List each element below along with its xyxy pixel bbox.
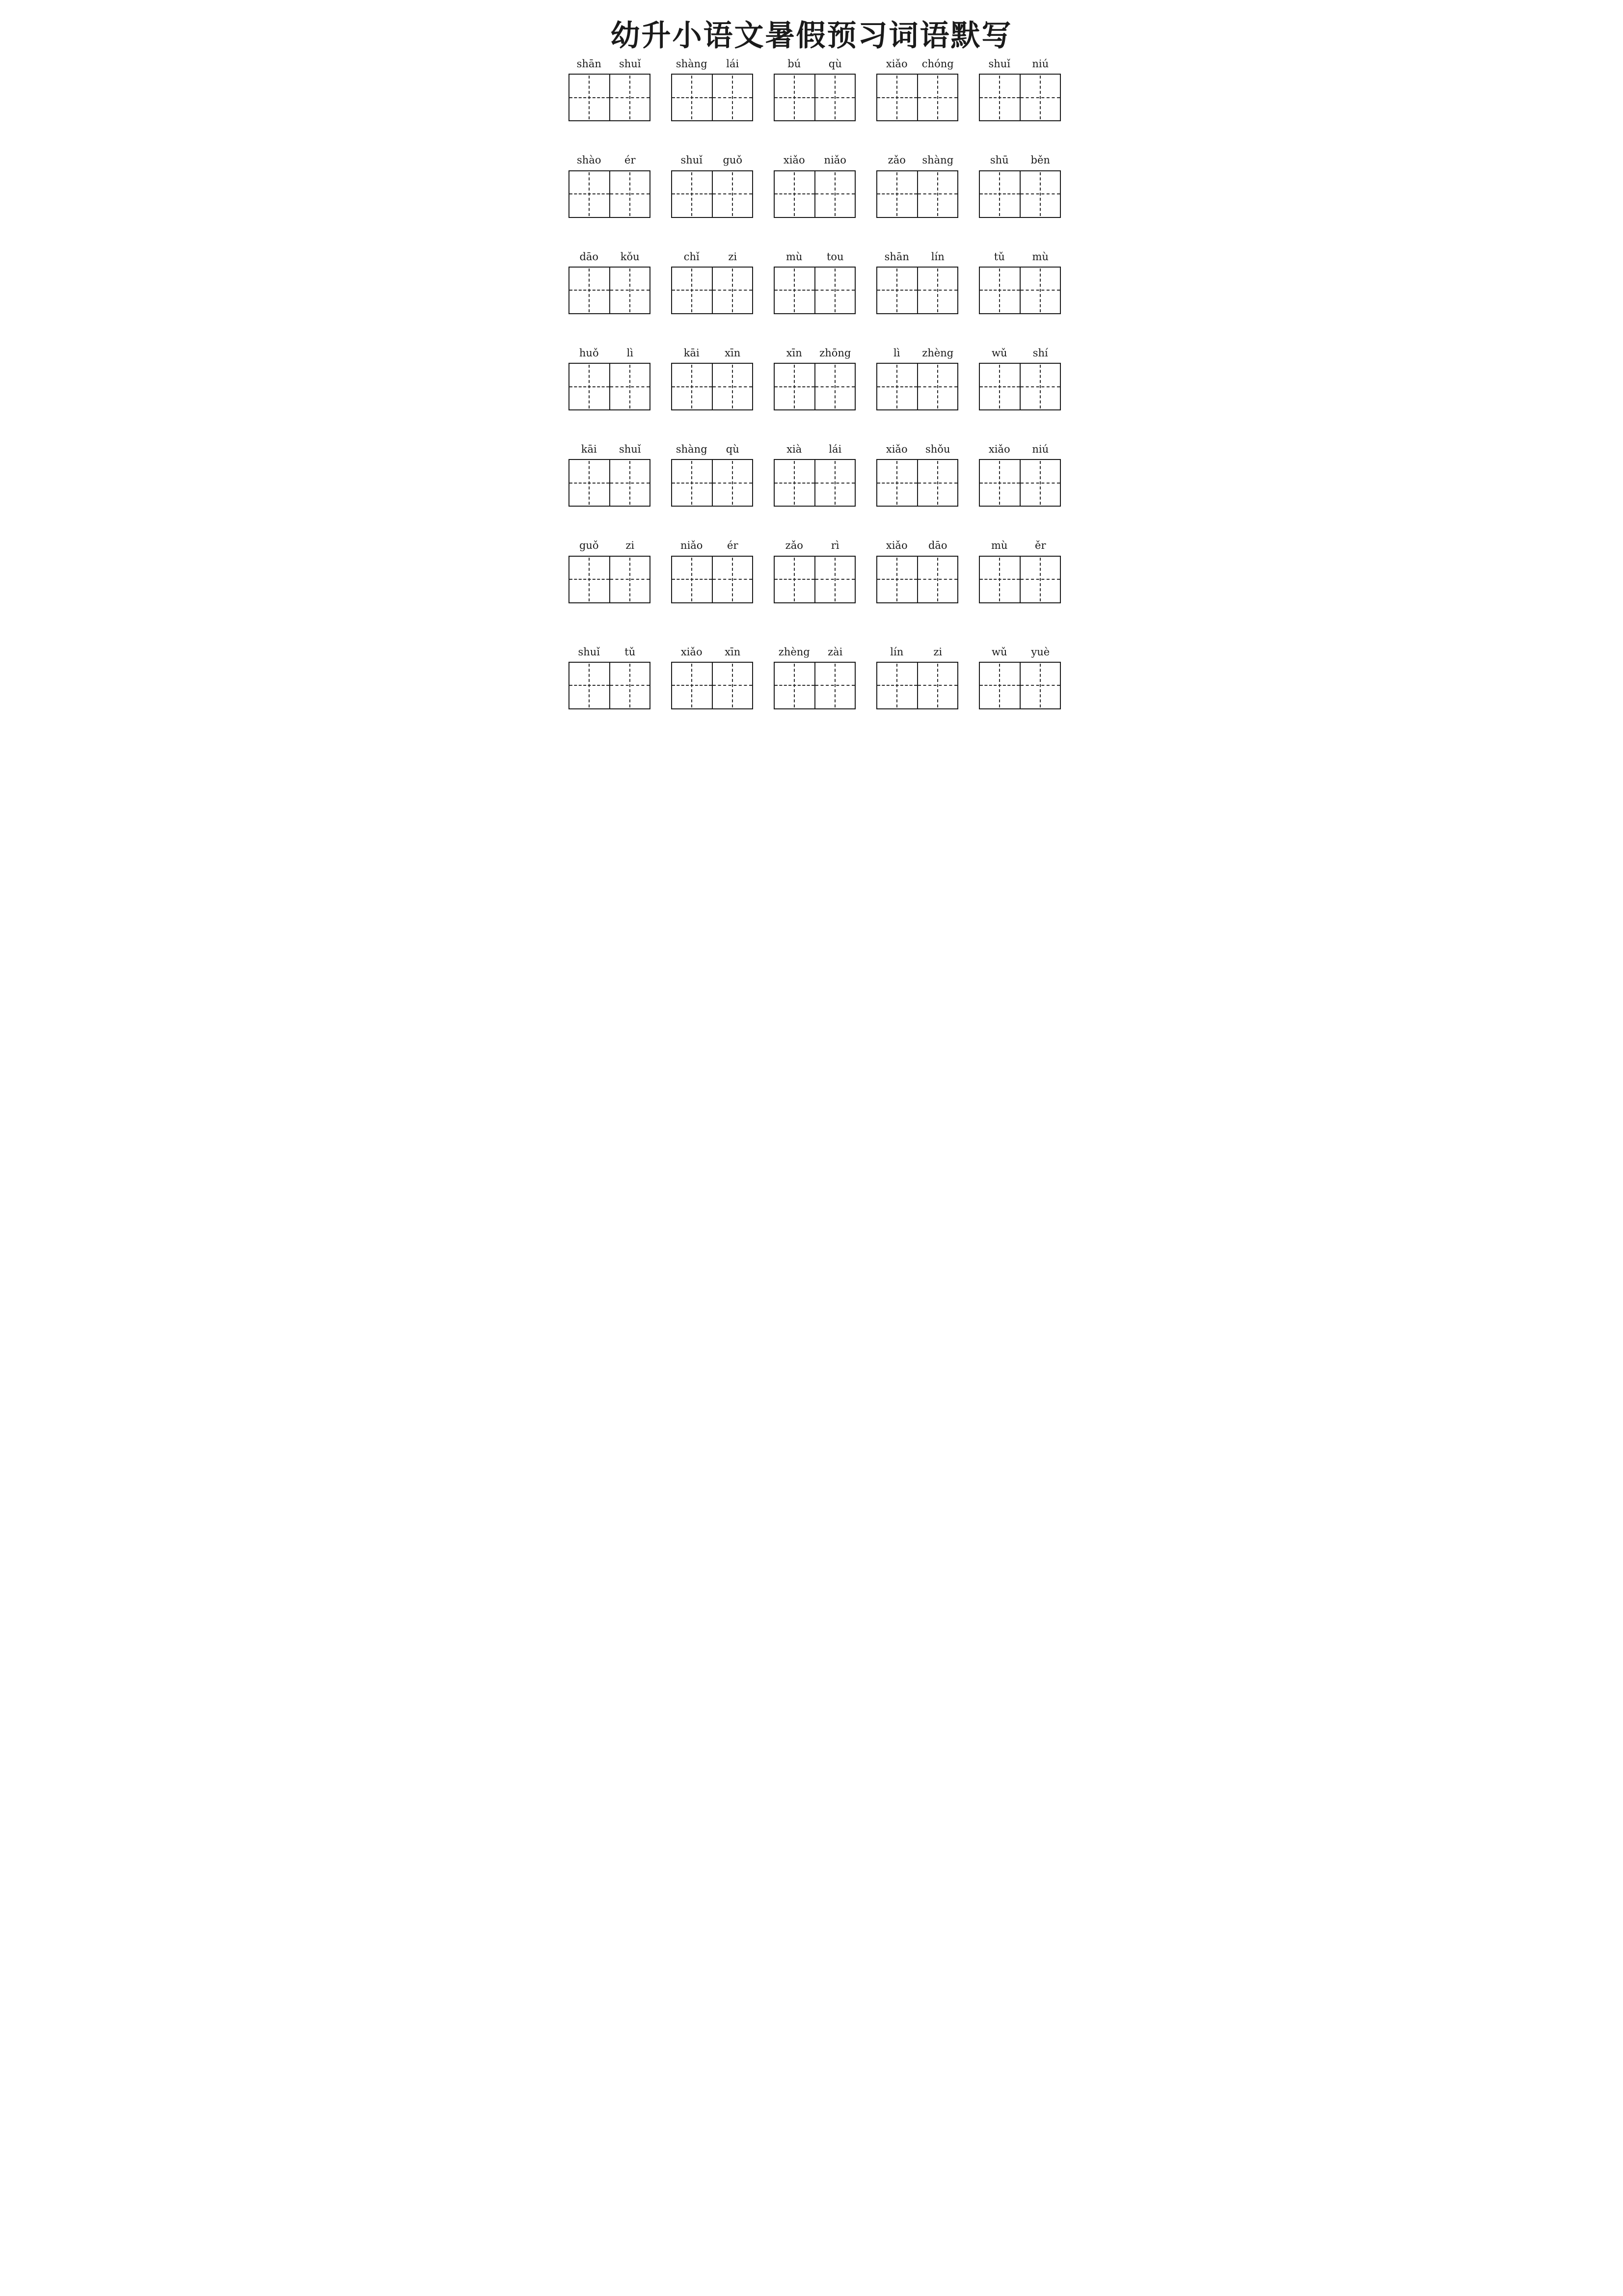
writing-cell <box>814 557 855 602</box>
writing-box <box>876 170 958 218</box>
writing-box-line <box>541 363 1082 410</box>
writing-cell <box>1020 171 1060 217</box>
pinyin-line <box>541 443 1082 456</box>
writing-box <box>876 363 958 410</box>
pinyin-syllable: xià <box>786 443 802 456</box>
writing-box <box>876 556 958 603</box>
writing-box-line <box>541 662 1082 709</box>
writing-cell <box>980 663 1020 708</box>
writing-box <box>774 556 856 603</box>
writing-cell <box>569 663 609 708</box>
writing-box <box>671 662 753 709</box>
pinyin-word <box>979 539 1061 552</box>
pinyin-syllable: shàng <box>676 443 707 456</box>
writing-cell <box>672 268 712 313</box>
writing-box <box>568 556 650 603</box>
pinyin-line <box>541 539 1082 552</box>
pinyin-syllable: zǎo <box>888 154 906 166</box>
writing-cell <box>1020 557 1060 602</box>
writing-box <box>979 267 1061 314</box>
writing-cell <box>877 557 917 602</box>
pinyin-syllable: shào <box>577 154 601 166</box>
writing-cell <box>569 75 609 120</box>
pinyin-syllable: wǔ <box>992 646 1007 658</box>
pinyin-syllable: niú <box>1032 443 1049 456</box>
worksheet-page <box>541 20 1082 785</box>
writing-box <box>568 267 650 314</box>
writing-cell <box>877 663 917 708</box>
writing-box <box>876 662 958 709</box>
pinyin-syllable: niǎo <box>680 540 703 552</box>
writing-box-line <box>541 556 1082 603</box>
pinyin-line <box>541 250 1082 263</box>
pinyin-word <box>671 347 753 359</box>
pinyin-syllable: xiǎo <box>680 646 703 658</box>
pinyin-word <box>876 154 958 166</box>
pinyin-syllable: zi <box>728 250 737 263</box>
writing-cell <box>609 268 650 313</box>
worksheet-body <box>541 57 1082 709</box>
writing-box <box>774 363 856 410</box>
writing-cell <box>877 460 917 506</box>
writing-box <box>876 74 958 121</box>
writing-cell <box>712 171 753 217</box>
pinyin-syllable: chóng <box>921 58 954 70</box>
pinyin-syllable: dāo <box>579 250 599 263</box>
writing-box <box>671 556 753 603</box>
writing-cell <box>775 268 814 313</box>
writing-cell <box>569 171 609 217</box>
writing-cell <box>1020 75 1060 120</box>
pinyin-word <box>568 250 650 263</box>
writing-box <box>671 170 753 218</box>
pinyin-syllable: xīn <box>725 646 741 658</box>
pinyin-word <box>568 539 650 552</box>
pinyin-word <box>876 250 958 263</box>
writing-cell <box>980 75 1020 120</box>
pinyin-syllable: qù <box>828 58 842 70</box>
writing-cell <box>672 663 712 708</box>
pinyin-word <box>671 443 753 456</box>
writing-cell <box>775 557 814 602</box>
writing-box <box>979 556 1061 603</box>
pinyin-word <box>774 57 856 70</box>
writing-cell <box>569 460 609 506</box>
writing-box <box>568 363 650 410</box>
writing-cell <box>877 75 917 120</box>
pinyin-syllable: shuǐ <box>988 58 1011 70</box>
writing-cell <box>569 364 609 409</box>
pinyin-syllable: xiǎo <box>988 443 1010 456</box>
writing-cell <box>814 75 855 120</box>
worksheet-row <box>541 646 1082 709</box>
pinyin-syllable: kǒu <box>620 250 640 263</box>
writing-cell <box>917 75 958 120</box>
writing-cell <box>712 460 753 506</box>
writing-box <box>671 459 753 507</box>
pinyin-word <box>671 646 753 658</box>
writing-box <box>774 170 856 218</box>
writing-cell <box>712 75 753 120</box>
pinyin-syllable: xiǎo <box>783 154 805 166</box>
pinyin-syllable: shuǐ <box>619 443 641 456</box>
pinyin-line <box>541 154 1082 166</box>
writing-cell <box>672 364 712 409</box>
writing-cell <box>609 460 650 506</box>
pinyin-word <box>671 250 753 263</box>
writing-box <box>568 170 650 218</box>
writing-cell <box>814 364 855 409</box>
pinyin-line <box>541 646 1082 658</box>
writing-box-line <box>541 170 1082 218</box>
pinyin-syllable: wǔ <box>992 347 1007 359</box>
pinyin-word <box>568 347 650 359</box>
writing-cell <box>980 460 1020 506</box>
pinyin-syllable: mù <box>1032 250 1049 263</box>
writing-cell <box>569 268 609 313</box>
pinyin-syllable: shí <box>1032 347 1048 359</box>
writing-box <box>979 74 1061 121</box>
writing-box <box>979 459 1061 507</box>
pinyin-syllable: dāo <box>928 540 947 552</box>
pinyin-syllable: zhèng <box>922 347 954 359</box>
pinyin-syllable: zhōng <box>819 347 851 359</box>
writing-box <box>979 662 1061 709</box>
pinyin-line <box>541 57 1082 70</box>
pinyin-syllable: xiǎo <box>886 58 908 70</box>
pinyin-word <box>979 443 1061 456</box>
writing-cell <box>877 268 917 313</box>
writing-cell <box>980 171 1020 217</box>
pinyin-syllable: shàng <box>676 58 707 70</box>
pinyin-syllable: guǒ <box>579 540 599 552</box>
writing-cell <box>1020 663 1060 708</box>
writing-cell <box>917 557 958 602</box>
pinyin-syllable: bú <box>787 58 801 70</box>
writing-box <box>774 74 856 121</box>
writing-cell <box>980 557 1020 602</box>
writing-box <box>876 459 958 507</box>
pinyin-word <box>979 154 1061 166</box>
pinyin-syllable: tǔ <box>624 646 636 658</box>
writing-box <box>774 459 856 507</box>
pinyin-syllable: xīn <box>725 347 741 359</box>
worksheet-row <box>541 57 1082 121</box>
writing-cell <box>672 460 712 506</box>
pinyin-syllable: shuǐ <box>619 58 641 70</box>
pinyin-syllable: ér <box>727 540 738 552</box>
writing-cell <box>609 663 650 708</box>
pinyin-word <box>568 57 650 70</box>
writing-box <box>979 363 1061 410</box>
writing-cell <box>877 364 917 409</box>
writing-cell <box>712 364 753 409</box>
pinyin-syllable: mù <box>786 250 803 263</box>
writing-box <box>979 170 1061 218</box>
writing-box <box>876 267 958 314</box>
pinyin-line <box>541 347 1082 359</box>
pinyin-syllable: tǔ <box>994 250 1005 263</box>
worksheet-row <box>541 347 1082 410</box>
pinyin-word <box>671 57 753 70</box>
writing-cell <box>672 557 712 602</box>
pinyin-syllable: kāi <box>581 443 597 456</box>
writing-cell <box>672 75 712 120</box>
writing-cell <box>775 75 814 120</box>
writing-cell <box>814 171 855 217</box>
pinyin-word <box>774 154 856 166</box>
pinyin-word <box>876 443 958 456</box>
writing-cell <box>775 171 814 217</box>
writing-box <box>671 74 753 121</box>
pinyin-syllable: kāi <box>683 347 700 359</box>
writing-cell <box>917 171 958 217</box>
pinyin-syllable: rì <box>831 540 839 552</box>
writing-cell <box>1020 460 1060 506</box>
writing-cell <box>814 663 855 708</box>
pinyin-word <box>876 57 958 70</box>
pinyin-syllable: ér <box>624 154 636 166</box>
pinyin-word <box>774 347 856 359</box>
pinyin-word <box>774 539 856 552</box>
pinyin-syllable: chǐ <box>683 250 700 263</box>
writing-box <box>774 662 856 709</box>
pinyin-syllable: mù <box>991 540 1008 552</box>
pinyin-word <box>876 347 958 359</box>
writing-cell <box>609 557 650 602</box>
pinyin-word <box>876 646 958 658</box>
pinyin-syllable: běn <box>1030 154 1050 166</box>
pinyin-word <box>568 443 650 456</box>
pinyin-syllable: niú <box>1032 58 1049 70</box>
pinyin-word <box>979 646 1061 658</box>
writing-cell <box>1020 364 1060 409</box>
pinyin-syllable: guǒ <box>723 154 743 166</box>
pinyin-syllable: lái <box>726 58 739 70</box>
writing-box-line <box>541 459 1082 507</box>
pinyin-syllable: yuè <box>1031 646 1050 658</box>
pinyin-syllable: xiǎo <box>886 443 908 456</box>
writing-cell <box>609 364 650 409</box>
page-title: 幼升小语文暑假预习词语默写 <box>610 19 1013 53</box>
worksheet-row <box>541 250 1082 314</box>
pinyin-word <box>568 646 650 658</box>
pinyin-syllable: xīn <box>786 347 802 359</box>
pinyin-syllable: qù <box>726 443 739 456</box>
pinyin-word <box>876 539 958 552</box>
writing-box-line <box>541 267 1082 314</box>
pinyin-syllable: lì <box>893 347 900 359</box>
writing-cell <box>877 171 917 217</box>
pinyin-syllable: zǎo <box>785 540 803 552</box>
writing-cell <box>980 364 1020 409</box>
writing-cell <box>569 557 609 602</box>
writing-cell <box>712 557 753 602</box>
writing-cell <box>775 460 814 506</box>
pinyin-word <box>979 250 1061 263</box>
writing-box-line <box>541 74 1082 121</box>
pinyin-syllable: lì <box>626 347 633 359</box>
pinyin-syllable: shàng <box>922 154 954 166</box>
writing-cell <box>1020 268 1060 313</box>
writing-cell <box>672 171 712 217</box>
writing-box <box>568 662 650 709</box>
pinyin-syllable: xiǎo <box>886 540 908 552</box>
pinyin-syllable: shǒu <box>925 443 950 456</box>
writing-box <box>568 74 650 121</box>
pinyin-word <box>671 154 753 166</box>
writing-cell <box>980 268 1020 313</box>
writing-box <box>671 363 753 410</box>
pinyin-syllable: shān <box>884 250 909 263</box>
pinyin-syllable: shuǐ <box>578 646 600 658</box>
writing-cell <box>609 171 650 217</box>
writing-cell <box>814 268 855 313</box>
pinyin-syllable: lín <box>890 646 904 658</box>
writing-cell <box>917 364 958 409</box>
pinyin-syllable: shān <box>576 58 601 70</box>
pinyin-syllable: lín <box>931 250 945 263</box>
writing-box <box>568 459 650 507</box>
pinyin-syllable: ěr <box>1035 540 1046 552</box>
pinyin-word <box>979 57 1061 70</box>
worksheet-row <box>541 539 1082 603</box>
writing-cell <box>814 460 855 506</box>
pinyin-word <box>671 539 753 552</box>
writing-cell <box>917 460 958 506</box>
pinyin-syllable: zhèng <box>778 646 810 658</box>
writing-cell <box>712 268 753 313</box>
pinyin-word <box>774 646 856 658</box>
writing-cell <box>712 663 753 708</box>
pinyin-word <box>774 443 856 456</box>
pinyin-syllable: huǒ <box>579 347 599 359</box>
writing-cell <box>609 75 650 120</box>
pinyin-syllable: zài <box>828 646 843 658</box>
pinyin-syllable: tou <box>826 250 844 263</box>
writing-cell <box>775 364 814 409</box>
pinyin-syllable: shū <box>990 154 1009 166</box>
pinyin-word <box>568 154 650 166</box>
pinyin-syllable: niǎo <box>824 154 846 166</box>
writing-cell <box>775 663 814 708</box>
pinyin-syllable: zi <box>625 540 635 552</box>
worksheet-row <box>541 443 1082 507</box>
writing-cell <box>917 663 958 708</box>
writing-cell <box>917 268 958 313</box>
writing-box <box>671 267 753 314</box>
pinyin-syllable: zi <box>933 646 943 658</box>
writing-box <box>774 267 856 314</box>
worksheet-row <box>541 154 1082 217</box>
pinyin-word <box>774 250 856 263</box>
pinyin-syllable: lái <box>829 443 842 456</box>
pinyin-syllable: shuǐ <box>680 154 703 166</box>
pinyin-word <box>979 347 1061 359</box>
